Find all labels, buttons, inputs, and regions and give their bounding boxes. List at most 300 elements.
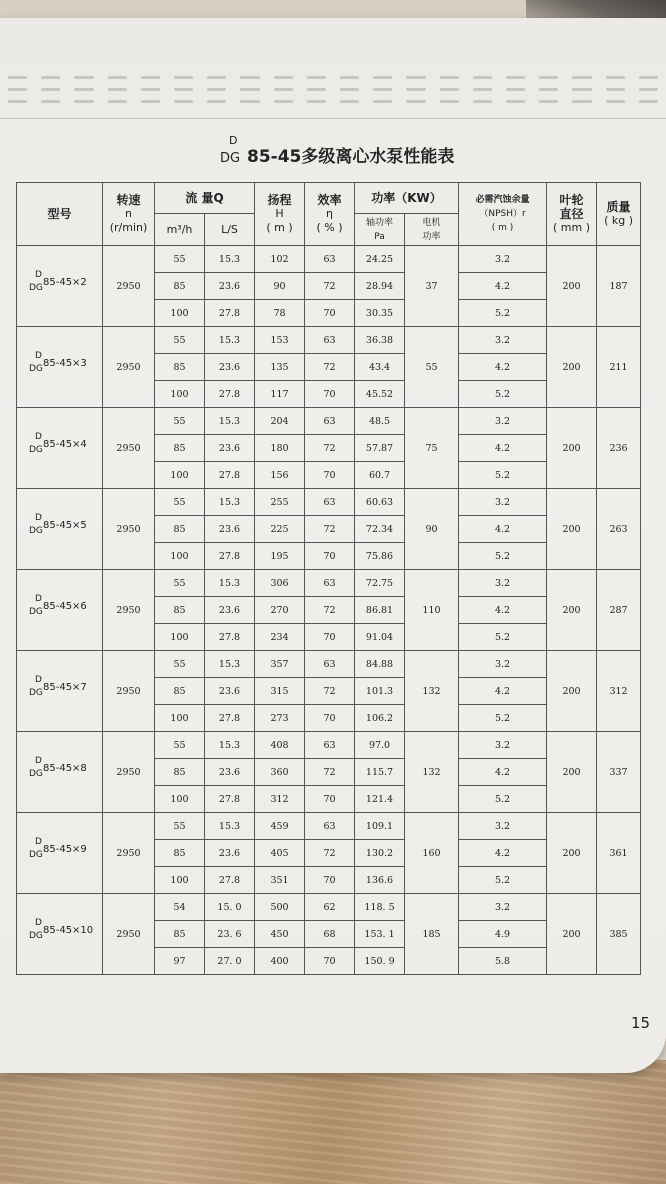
model-sub: DG	[29, 688, 43, 698]
cell-efficiency: 63	[305, 489, 355, 516]
cell-flow-m3h: 100	[155, 543, 205, 570]
cell-flow-ls: 27.8	[205, 300, 255, 327]
cell-shaft-power: 75.86	[355, 543, 405, 570]
cell-motor-power: 110	[405, 570, 459, 651]
cell-efficiency: 63	[305, 732, 355, 759]
cell-efficiency: 70	[305, 867, 355, 894]
header-dash	[572, 88, 591, 91]
cell-head: 500	[255, 894, 305, 921]
table-row	[17, 894, 641, 921]
cell-npsh: 4.2	[459, 354, 547, 381]
cell-flow-m3h: 97	[155, 948, 205, 975]
cell-motor-power: 132	[405, 732, 459, 813]
table-row	[17, 813, 641, 840]
cell-head: 408	[255, 732, 305, 759]
table-row	[17, 570, 641, 597]
cell-efficiency: 70	[305, 786, 355, 813]
cell-head: 312	[255, 786, 305, 813]
cell-flow-ls: 27.8	[205, 543, 255, 570]
cell-motor-power: 75	[405, 408, 459, 489]
cell-efficiency: 63	[305, 813, 355, 840]
cell-model	[17, 327, 103, 408]
header-dash	[74, 88, 93, 91]
cell-head: 180	[255, 435, 305, 462]
header-dash	[373, 76, 392, 79]
cell-flow-m3h: 85	[155, 273, 205, 300]
cell-shaft-power: 136.6	[355, 867, 405, 894]
cell-npsh: 3.2	[459, 732, 547, 759]
model-model: 85-45×5	[43, 520, 87, 531]
table-body	[17, 246, 641, 975]
cell-impeller: 200	[547, 408, 597, 489]
header-npsh: 必需汽蚀余量 （NPSH）r ( m )	[459, 183, 547, 246]
cell-shaft-power: 28.94	[355, 273, 405, 300]
title-text: 85-45多级离心水泵性能表	[247, 147, 455, 167]
cell-speed: 2950	[103, 651, 155, 732]
header-dash	[606, 88, 625, 91]
cell-flow-m3h: 55	[155, 408, 205, 435]
cell-npsh: 4.2	[459, 273, 547, 300]
cell-head: 78	[255, 300, 305, 327]
cell-flow-ls: 15.3	[205, 570, 255, 597]
cell-flow-ls: 27.8	[205, 381, 255, 408]
model-sup: D	[35, 675, 42, 685]
cell-npsh: 5.2	[459, 462, 547, 489]
cell-shaft-power: 115.7	[355, 759, 405, 786]
cell-shaft-power: 30.35	[355, 300, 405, 327]
header-dash	[572, 76, 591, 79]
cell-flow-m3h: 100	[155, 624, 205, 651]
header-power: 功率（KW）	[355, 183, 459, 214]
header-dash	[174, 100, 193, 103]
header-dash	[240, 100, 259, 103]
cell-impeller: 200	[547, 732, 597, 813]
table-row	[17, 489, 641, 516]
table-row	[17, 408, 641, 435]
cell-efficiency: 70	[305, 381, 355, 408]
cell-head: 156	[255, 462, 305, 489]
cell-head: 117	[255, 381, 305, 408]
cell-head: 357	[255, 651, 305, 678]
cell-shaft-power: 43.4	[355, 354, 405, 381]
header-dash	[639, 100, 658, 103]
cell-impeller: 200	[547, 651, 597, 732]
cell-head: 315	[255, 678, 305, 705]
cell-speed: 2950	[103, 813, 155, 894]
header-dash	[639, 76, 658, 79]
cell-npsh: 5.2	[459, 786, 547, 813]
header-dash	[307, 76, 326, 79]
cell-efficiency: 70	[305, 624, 355, 651]
cell-npsh: 4.9	[459, 921, 547, 948]
cell-flow-ls: 15.3	[205, 651, 255, 678]
cell-flow-ls: 23.6	[205, 516, 255, 543]
header-dash	[373, 88, 392, 91]
cell-npsh: 3.2	[459, 813, 547, 840]
header-dash	[473, 76, 492, 79]
cell-npsh: 3.2	[459, 246, 547, 273]
cell-speed: 2950	[103, 489, 155, 570]
cell-motor-power: 90	[405, 489, 459, 570]
cell-flow-m3h: 100	[155, 300, 205, 327]
cell-head: 400	[255, 948, 305, 975]
header-decoration	[8, 76, 658, 106]
cell-head: 273	[255, 705, 305, 732]
header-dash	[539, 88, 558, 91]
cell-model	[17, 408, 103, 489]
header-impeller: 叶轮 直径 ( mm )	[547, 183, 597, 246]
header-dash	[406, 76, 425, 79]
model-model: 85-45×2	[43, 277, 87, 288]
cell-impeller: 200	[547, 246, 597, 327]
cell-head: 234	[255, 624, 305, 651]
model-model: 85-45×3	[43, 358, 87, 369]
header-dash	[207, 88, 226, 91]
cell-motor-power: 55	[405, 327, 459, 408]
header-dash	[572, 100, 591, 103]
cell-flow-m3h: 55	[155, 813, 205, 840]
cell-shaft-power: 101.3	[355, 678, 405, 705]
header-dash	[440, 100, 459, 103]
header-dash	[340, 100, 359, 103]
header-efficiency: 效率 η ( % )	[305, 183, 355, 246]
performance-table	[16, 182, 641, 975]
model-sup: D	[35, 594, 42, 604]
cell-head: 459	[255, 813, 305, 840]
cell-efficiency: 72	[305, 678, 355, 705]
model-model: 85-45×6	[43, 601, 87, 612]
cell-mass: 287	[597, 570, 641, 651]
cell-flow-m3h: 85	[155, 921, 205, 948]
cell-efficiency: 70	[305, 705, 355, 732]
header-dash	[108, 76, 127, 79]
cell-npsh: 5.2	[459, 624, 547, 651]
cell-flow-m3h: 55	[155, 327, 205, 354]
cell-flow-ls: 15.3	[205, 732, 255, 759]
cell-shaft-power: 130.2	[355, 840, 405, 867]
model-sup: D	[35, 837, 42, 847]
header-speed: 转速 n (r/min)	[103, 183, 155, 246]
cell-efficiency: 62	[305, 894, 355, 921]
cell-efficiency: 68	[305, 921, 355, 948]
header-dash	[174, 88, 193, 91]
cell-mass: 337	[597, 732, 641, 813]
header-dash	[473, 88, 492, 91]
cell-impeller: 200	[547, 894, 597, 975]
cell-shaft-power: 84.88	[355, 651, 405, 678]
header-dash	[506, 100, 525, 103]
cell-shaft-power: 153. 1	[355, 921, 405, 948]
cell-shaft-power: 60.63	[355, 489, 405, 516]
cell-head: 270	[255, 597, 305, 624]
cell-efficiency: 72	[305, 759, 355, 786]
cell-head: 360	[255, 759, 305, 786]
cell-flow-ls: 15. 0	[205, 894, 255, 921]
table-row	[17, 651, 641, 678]
header-dash	[74, 76, 93, 79]
model-model: 85-45×7	[43, 682, 87, 693]
cell-efficiency: 72	[305, 840, 355, 867]
cell-efficiency: 72	[305, 354, 355, 381]
cell-shaft-power: 91.04	[355, 624, 405, 651]
cell-flow-m3h: 85	[155, 435, 205, 462]
table-row	[17, 327, 641, 354]
header-dash	[41, 100, 60, 103]
cell-npsh: 4.2	[459, 435, 547, 462]
model-sub: DG	[29, 607, 43, 617]
cell-shaft-power: 150. 9	[355, 948, 405, 975]
cell-flow-m3h: 100	[155, 705, 205, 732]
cell-mass: 211	[597, 327, 641, 408]
cell-motor-power: 185	[405, 894, 459, 975]
header-dash	[108, 88, 127, 91]
header-model: 型号	[17, 183, 103, 246]
cell-motor-power: 132	[405, 651, 459, 732]
header-dash	[8, 100, 27, 103]
cell-speed: 2950	[103, 246, 155, 327]
cell-mass: 187	[597, 246, 641, 327]
table-title	[220, 134, 520, 170]
model-sub: DG	[29, 769, 43, 779]
model-model: 85-45×9	[43, 844, 87, 855]
header-rule	[0, 118, 666, 119]
cell-speed: 2950	[103, 408, 155, 489]
cell-efficiency: 72	[305, 516, 355, 543]
header-dash	[141, 76, 160, 79]
cell-npsh: 3.2	[459, 651, 547, 678]
cell-motor-power: 37	[405, 246, 459, 327]
cell-model	[17, 813, 103, 894]
cell-flow-ls: 23.6	[205, 759, 255, 786]
cell-flow-ls: 15.3	[205, 408, 255, 435]
model-sup: D	[35, 513, 42, 523]
cell-flow-ls: 23.6	[205, 597, 255, 624]
cell-mass: 361	[597, 813, 641, 894]
cell-flow-m3h: 85	[155, 516, 205, 543]
cell-impeller: 200	[547, 489, 597, 570]
header-dash	[307, 100, 326, 103]
cell-npsh: 5.2	[459, 381, 547, 408]
page-number: 15	[631, 1014, 651, 1032]
header-dash	[340, 88, 359, 91]
cell-npsh: 5.2	[459, 300, 547, 327]
model-model: 85-45×10	[43, 925, 94, 936]
model-sup: D	[35, 756, 42, 766]
model-sup: D	[35, 270, 42, 280]
model-sub: DG	[29, 364, 43, 374]
cell-efficiency: 70	[305, 462, 355, 489]
cell-shaft-power: 72.34	[355, 516, 405, 543]
header-dash	[639, 88, 658, 91]
header-dash	[406, 100, 425, 103]
header-dash	[274, 88, 293, 91]
cell-shaft-power: 121.4	[355, 786, 405, 813]
cell-npsh: 4.2	[459, 597, 547, 624]
header-dash	[207, 76, 226, 79]
cell-head: 225	[255, 516, 305, 543]
cell-model	[17, 651, 103, 732]
header-flow-ls: L/S	[205, 214, 255, 246]
cell-flow-m3h: 55	[155, 489, 205, 516]
header-dash	[240, 76, 259, 79]
cell-head: 90	[255, 273, 305, 300]
header-dash	[141, 88, 160, 91]
header-dash	[473, 100, 492, 103]
cell-efficiency: 63	[305, 246, 355, 273]
cell-mass: 263	[597, 489, 641, 570]
cell-npsh: 4.2	[459, 678, 547, 705]
model-model: 85-45×4	[43, 439, 87, 450]
cell-flow-m3h: 55	[155, 570, 205, 597]
cell-shaft-power: 86.81	[355, 597, 405, 624]
cell-shaft-power: 97.0	[355, 732, 405, 759]
header-dash	[406, 88, 425, 91]
cell-model	[17, 246, 103, 327]
cell-efficiency: 70	[305, 300, 355, 327]
cell-flow-m3h: 55	[155, 246, 205, 273]
cell-head: 306	[255, 570, 305, 597]
cell-flow-m3h: 55	[155, 651, 205, 678]
header-dash	[41, 88, 60, 91]
cell-flow-m3h: 54	[155, 894, 205, 921]
cell-impeller: 200	[547, 327, 597, 408]
header-dash	[141, 100, 160, 103]
cell-efficiency: 63	[305, 408, 355, 435]
cell-head: 135	[255, 354, 305, 381]
cell-npsh: 5.2	[459, 867, 547, 894]
cell-efficiency: 63	[305, 651, 355, 678]
cell-flow-ls: 15.3	[205, 246, 255, 273]
cell-flow-ls: 27.8	[205, 462, 255, 489]
cell-flow-m3h: 85	[155, 354, 205, 381]
header-dash	[506, 76, 525, 79]
header-dash	[240, 88, 259, 91]
cell-shaft-power: 57.87	[355, 435, 405, 462]
header-dash	[207, 100, 226, 103]
header-dash	[274, 100, 293, 103]
cell-flow-m3h: 100	[155, 786, 205, 813]
cell-efficiency: 70	[305, 948, 355, 975]
cell-npsh: 5.2	[459, 543, 547, 570]
model-model: 85-45×8	[43, 763, 87, 774]
header-dash	[340, 76, 359, 79]
cell-flow-ls: 15.3	[205, 489, 255, 516]
cell-mass: 236	[597, 408, 641, 489]
cell-shaft-power: 36.38	[355, 327, 405, 354]
cell-head: 405	[255, 840, 305, 867]
model-sup: D	[35, 918, 42, 928]
header-dash	[74, 100, 93, 103]
header-dash	[274, 76, 293, 79]
model-sub: DG	[29, 931, 43, 941]
cell-flow-ls: 27.8	[205, 786, 255, 813]
cell-flow-ls: 27.8	[205, 705, 255, 732]
table-row	[17, 732, 641, 759]
wooden-desk-surface	[0, 1060, 666, 1184]
header-dash	[373, 100, 392, 103]
header-dash	[108, 100, 127, 103]
cell-flow-m3h: 100	[155, 381, 205, 408]
header-dash	[307, 88, 326, 91]
cell-flow-m3h: 85	[155, 759, 205, 786]
model-sub: DG	[29, 850, 43, 860]
cell-head: 255	[255, 489, 305, 516]
cell-npsh: 3.2	[459, 894, 547, 921]
header-mass: 质量 ( kg )	[597, 183, 641, 246]
cell-flow-m3h: 55	[155, 732, 205, 759]
cell-head: 195	[255, 543, 305, 570]
header-dash	[8, 76, 27, 79]
cell-shaft-power: 118. 5	[355, 894, 405, 921]
cell-npsh: 3.2	[459, 408, 547, 435]
cell-head: 450	[255, 921, 305, 948]
cell-shaft-power: 48.5	[355, 408, 405, 435]
header-dash	[539, 76, 558, 79]
header-dash	[440, 88, 459, 91]
cell-npsh: 5.8	[459, 948, 547, 975]
cell-flow-ls: 27.8	[205, 867, 255, 894]
header-dash	[606, 100, 625, 103]
cell-npsh: 4.2	[459, 759, 547, 786]
title-model-prefix	[220, 134, 246, 166]
cell-head: 204	[255, 408, 305, 435]
cell-speed: 2950	[103, 327, 155, 408]
cell-shaft-power: 72.75	[355, 570, 405, 597]
header-motor-power: 电机 功率	[405, 214, 459, 246]
cell-flow-ls: 23.6	[205, 273, 255, 300]
cell-model	[17, 732, 103, 813]
cell-speed: 2950	[103, 732, 155, 813]
cell-flow-ls: 23.6	[205, 354, 255, 381]
cell-npsh: 3.2	[459, 489, 547, 516]
cell-efficiency: 70	[305, 543, 355, 570]
cell-flow-ls: 27.8	[205, 624, 255, 651]
cell-flow-ls: 23.6	[205, 840, 255, 867]
header-flow-m3h: m³/h	[155, 214, 205, 246]
model-sub: DG	[29, 526, 43, 536]
cell-flow-ls: 27. 0	[205, 948, 255, 975]
cell-shaft-power: 106.2	[355, 705, 405, 732]
cell-shaft-power: 60.7	[355, 462, 405, 489]
cell-flow-m3h: 85	[155, 597, 205, 624]
header-shaft-power: 轴功率 Pa	[355, 214, 405, 246]
cell-flow-ls: 23. 6	[205, 921, 255, 948]
cell-head: 153	[255, 327, 305, 354]
title-prefix-top: D	[229, 134, 238, 147]
cell-shaft-power: 109.1	[355, 813, 405, 840]
cell-speed: 2950	[103, 570, 155, 651]
cell-npsh: 5.2	[459, 705, 547, 732]
header-flow: 流 量Q	[155, 183, 255, 214]
cell-speed: 2950	[103, 894, 155, 975]
cell-shaft-power: 45.52	[355, 381, 405, 408]
cell-npsh: 3.2	[459, 327, 547, 354]
cell-impeller: 200	[547, 813, 597, 894]
cell-model	[17, 489, 103, 570]
cell-flow-m3h: 85	[155, 678, 205, 705]
header-dash	[506, 88, 525, 91]
model-sub: DG	[29, 283, 43, 293]
cell-mass: 385	[597, 894, 641, 975]
header-head: 扬程 H ( m )	[255, 183, 305, 246]
model-sup: D	[35, 351, 42, 361]
cell-motor-power: 160	[405, 813, 459, 894]
header-dash	[539, 100, 558, 103]
cell-flow-m3h: 100	[155, 867, 205, 894]
cell-npsh: 4.2	[459, 840, 547, 867]
cell-flow-m3h: 85	[155, 840, 205, 867]
cell-efficiency: 63	[305, 570, 355, 597]
